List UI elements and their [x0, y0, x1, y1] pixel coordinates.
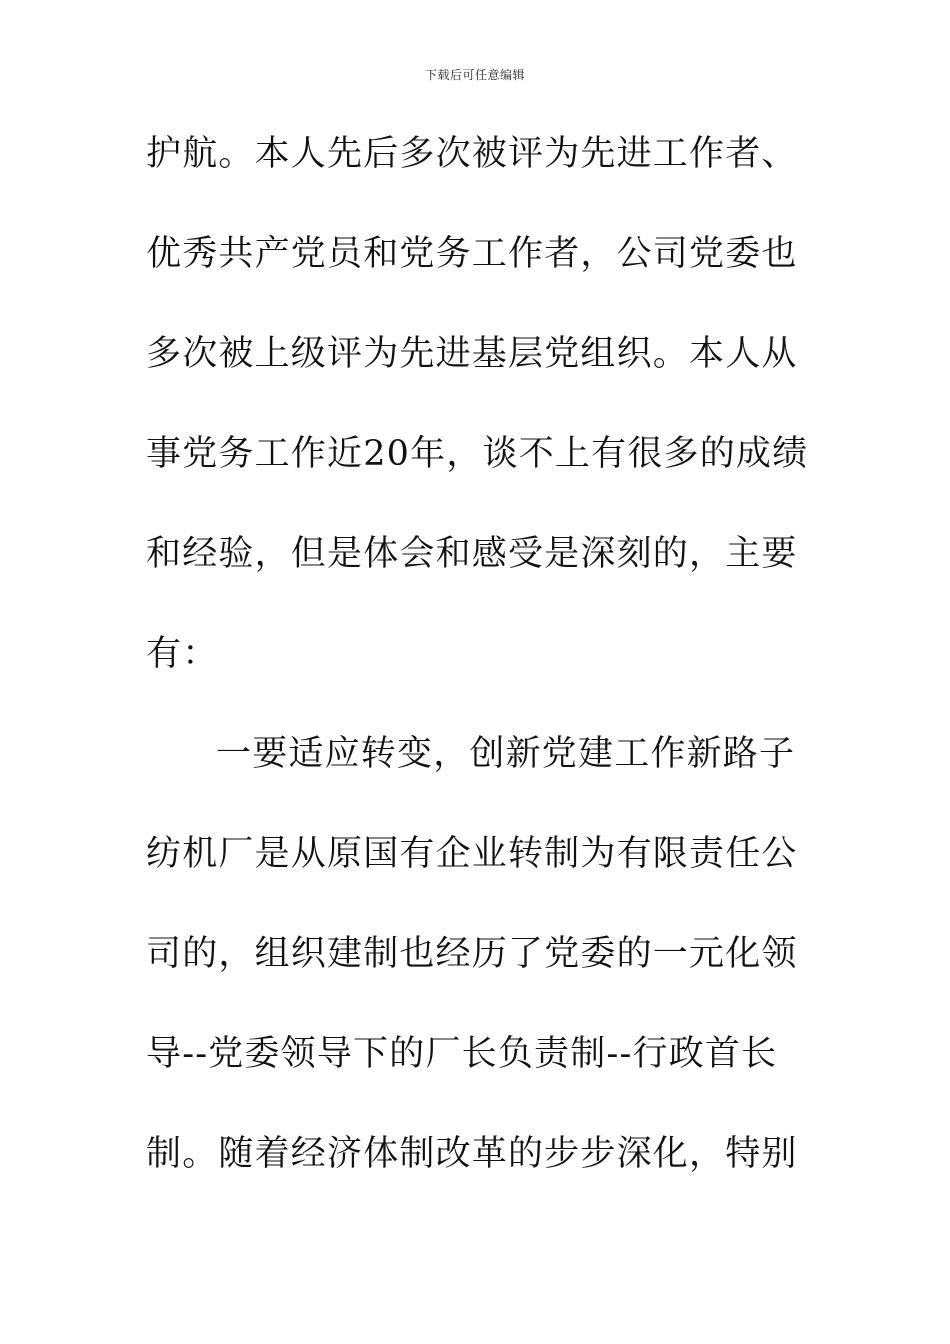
- section-heading: 一要适应转变，创新党建工作新路子: [216, 734, 796, 774]
- document-body: [146, 104, 810, 1204]
- text-line: 导--党委领导下的厂长负责制--行政首长: [146, 1034, 778, 1074]
- page-header: 下载后可任意编辑: [424, 68, 525, 82]
- text-line: 事党务工作近20年，谈不上有很多的成绩: [146, 434, 809, 474]
- text-line: 制。随着经济体制改革的步步深化，特别: [146, 1134, 798, 1174]
- text-line: 有：: [146, 634, 219, 674]
- text-line: 司的，组织建制也经历了党委的一元化领: [146, 934, 798, 974]
- text-line: 多次被上级评为先进基层党组织。本人从: [146, 334, 798, 374]
- text-line: 优秀共产党员和党务工作者，公司党委也: [146, 234, 798, 274]
- text-line: 纺机厂是从原国有企业转制为有限责任公: [146, 834, 798, 874]
- text-line: 和经验，但是体会和感受是深刻的，主要: [146, 534, 798, 574]
- text-line: 护航。本人先后多次被评为先进工作者、: [146, 134, 798, 174]
